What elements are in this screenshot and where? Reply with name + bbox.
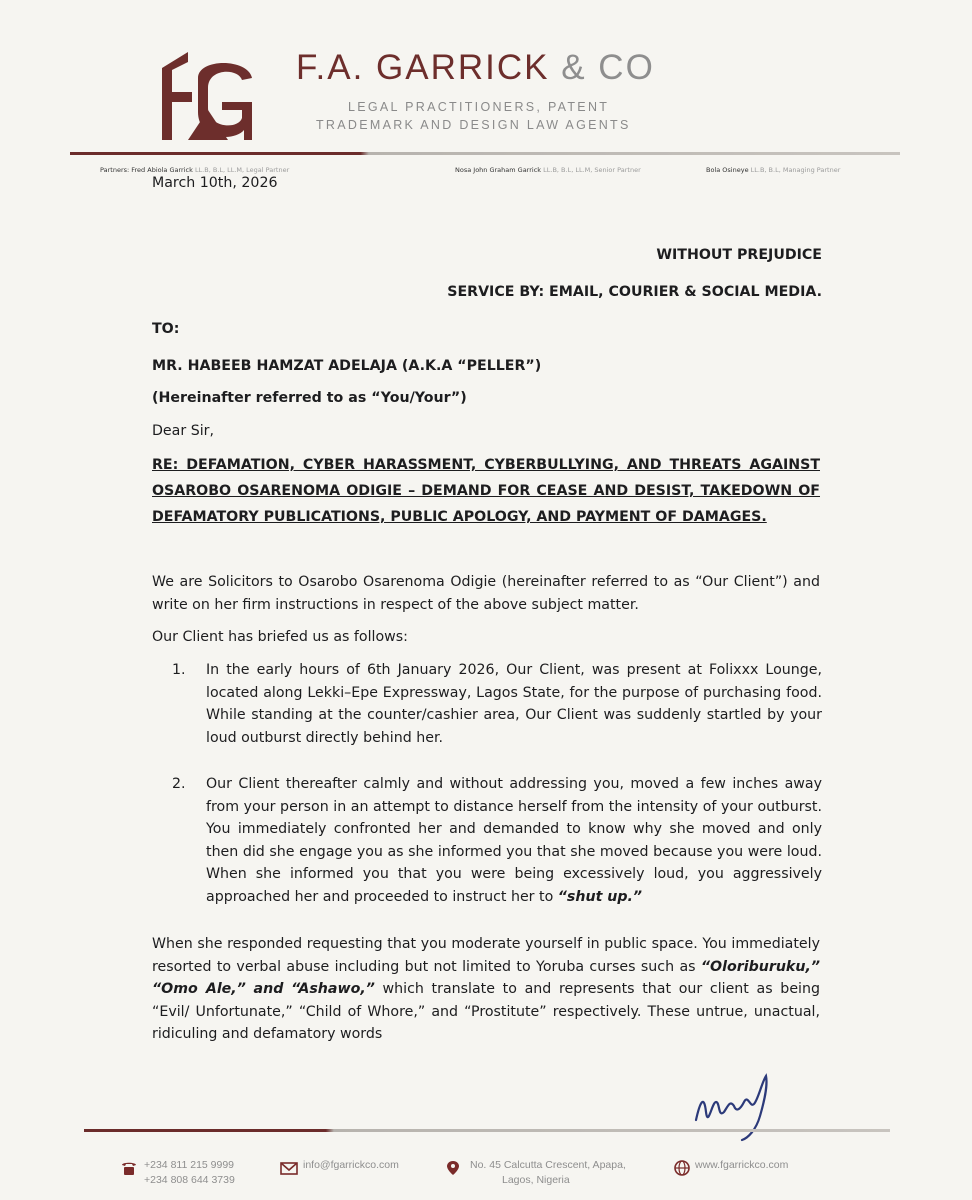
- partner-1: Partners: Fred Abiola Garrick LL.B, B.L, LL.M, Legal Partner: [100, 166, 290, 174]
- to-label: TO:: [152, 321, 180, 337]
- partner-3: Bola Osineye LL.B, B.L, Managing Partner: [706, 166, 841, 174]
- footer-phones: +234 811 215 9999 +234 808 644 3739: [144, 1159, 235, 1186]
- footer-divider: [84, 1129, 890, 1132]
- subject-line: RE: DEFAMATION, CYBER HARASSMENT, CYBERBULLYING, AND THREATS AGAINST OSAROBO OSARENOMA ODIGIE – DEMAND FOR CEASE AND DESIST, TAKEDOWN OF DEFAMATORY PUBLICATIONS, PUBLIC APOLOGY, AND PAYMENT OF DAMAGES.: [152, 457, 820, 525]
- hereinafter-note: (Hereinafter referred to as “You/Your”): [152, 390, 467, 406]
- phone-icon: [120, 1160, 138, 1176]
- firm-name: [296, 48, 655, 88]
- firm-tagline-1: LEGAL PRACTITIONERS, PATENT: [348, 100, 610, 114]
- closing-paragraph: When she responded requesting that you moderate yourself in public space. You immediately resorted to verbal abuse including but not limited to Yoruba curses such as “Oloriburuku,” “Omo Ale,” and “Ashawo,” which translate to and represents that our client as being “Evil/ Unfortunate,” “Child of Whore,” and “Prostitute” respectively. These untrue, unactual, ridiculing and defamatory words: [152, 936, 820, 1042]
- footer-email[interactable]: info@fgarrickco.com: [303, 1159, 399, 1171]
- location-pin-icon: [444, 1160, 462, 1176]
- list-item-text: Our Client thereafter calmly and without addressing you, moved a few inches away from your person in an attempt to distance herself from the intensity of your outburst. You immediately confronted her and demanded to know why she moved and only then did she engage you as she informed you that she moved because you were loud. When she informed you that you were being excessively loud, you aggressively approached her and proceeded to instruct her to “shut up.”: [206, 776, 822, 905]
- recipient-name: MR. HABEEB HAMZAT ADELAJA (A.K.A “PELLER”): [152, 358, 542, 374]
- firm-name-main: F.A. GARRICK: [296, 48, 550, 87]
- footer-address: No. 45 Calcutta Crescent, Apapa, Lagos, Nigeria: [470, 1159, 626, 1186]
- firm-name-amp: & CO: [561, 48, 655, 87]
- firm-logo: [158, 48, 258, 143]
- letterhead-divider: [70, 152, 900, 155]
- list-item: [172, 659, 822, 749]
- list-item-text: In the early hours of 6th January 2026, Our Client, was present at Folixxx Lounge, located along Lekki–Epe Expressway, Lagos State, for the purpose of purchasing food. While standing at the counter/cashier area, Our Client was suddenly startled by your loud outburst directly behind her.: [206, 662, 822, 746]
- intro-paragraph: We are Solicitors to Osarobo Osarenoma Odigie (hereinafter referred to as “Our Client”) and write on her firm instructions in respect of the above subject matter.: [152, 574, 820, 613]
- globe-icon: [673, 1160, 691, 1176]
- shut-up-quote: “shut up.”: [557, 888, 643, 905]
- partner-2: Nosa John Graham Garrick LL.B, B.L, LL.M, Senior Partner: [455, 166, 641, 174]
- briefed-line: Our Client has briefed us as follows:: [152, 629, 408, 645]
- curse-terms: “Oloriburuku,” “Omo Ale,”: [152, 958, 820, 997]
- list-item-number: 2.: [172, 776, 186, 792]
- service-heading: SERVICE BY: EMAIL, COURIER & SOCIAL MEDIA.: [447, 284, 822, 300]
- letter-date: March 10th, 2026: [152, 175, 278, 191]
- mail-icon: [280, 1160, 298, 1176]
- footer-website[interactable]: www.fgarrickco.com: [695, 1159, 789, 1171]
- list-item-number: 1.: [172, 662, 186, 678]
- list-item: [172, 773, 822, 908]
- without-prejudice-heading: WITHOUT PREJUDICE: [656, 247, 822, 263]
- salutation: Dear Sir,: [152, 423, 214, 439]
- curse-term-ashawo: “Ashawo,”: [291, 981, 375, 997]
- firm-tagline-2: TRADEMARK AND DESIGN LAW AGENTS: [316, 118, 631, 132]
